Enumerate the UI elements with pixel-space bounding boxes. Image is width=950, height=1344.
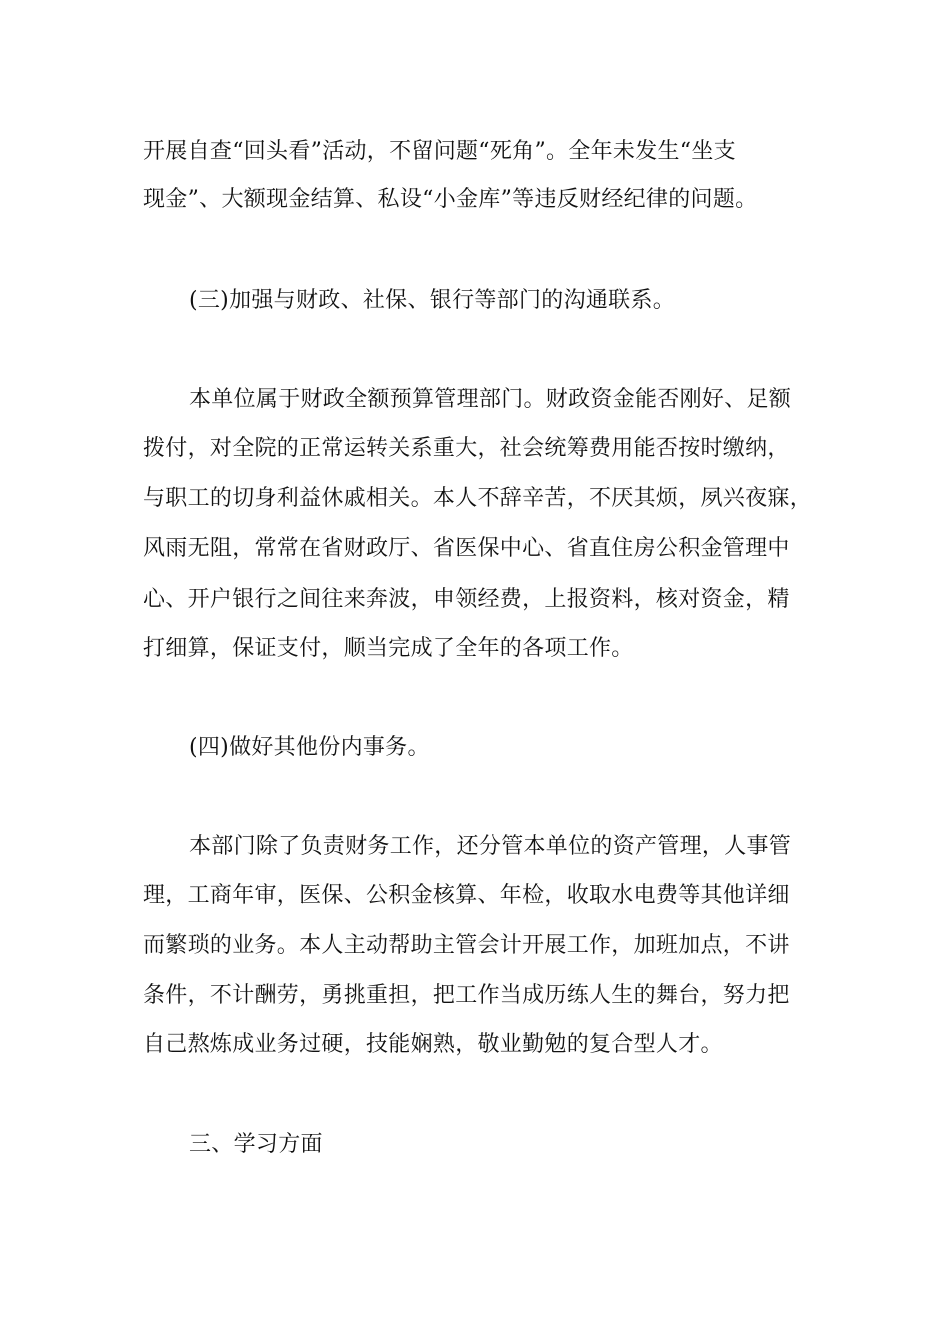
paragraph-line: 与职工的切身利益休戚相关。本人不辞辛苦，不厌其烦，夙兴夜寐，	[143, 486, 813, 511]
paragraph-line: 本部门除了负责财务工作，还分管本单位的资产管理，人事管	[189, 834, 792, 859]
section-heading: 三、学习方面	[189, 1132, 323, 1157]
section-heading: (三)加强与财政、社保、银行等部门的沟通联系。	[189, 288, 676, 313]
paragraph-line: 风雨无阻，常常在省财政厅、省医保中心、省直住房公积金管理中	[143, 536, 790, 561]
paragraph-line: 本单位属于财政全额预算管理部门。财政资金能否刚好、足额	[189, 387, 792, 412]
paragraph-line: 开展自查“回头看”活动，不留问题“死角”。全年未发生“坐支	[143, 139, 736, 164]
paragraph-line: 拨付，对全院的正常运转关系重大，社会统筹费用能否按时缴纳，	[143, 436, 790, 461]
paragraph-line: 自己熬炼成业务过硬，技能娴熟，敬业勤勉的复合型人才。	[143, 1032, 723, 1057]
paragraph-line: 现金”、大额现金结算、私设“小金库”等违反财经纪律的问题。	[143, 187, 758, 212]
paragraph-line: 条件，不计酬劳，勇挑重担，把工作当成历练人生的舞台，努力把	[143, 983, 790, 1008]
section-heading: (四)做好其他份内事务。	[189, 735, 430, 760]
paragraph-line: 心、开户银行之间往来奔波，申领经费，上报资料，核对资金，精	[143, 587, 790, 612]
paragraph-line: 理，工商年审，医保、公积金核算、年检，收取水电费等其他详细	[143, 883, 790, 908]
paragraph-line: 打细算，保证支付，顺当完成了全年的各项工作。	[143, 636, 634, 661]
paragraph-line: 而繁琐的业务。本人主动帮助主管会计开展工作，加班加点，不讲	[143, 933, 790, 958]
